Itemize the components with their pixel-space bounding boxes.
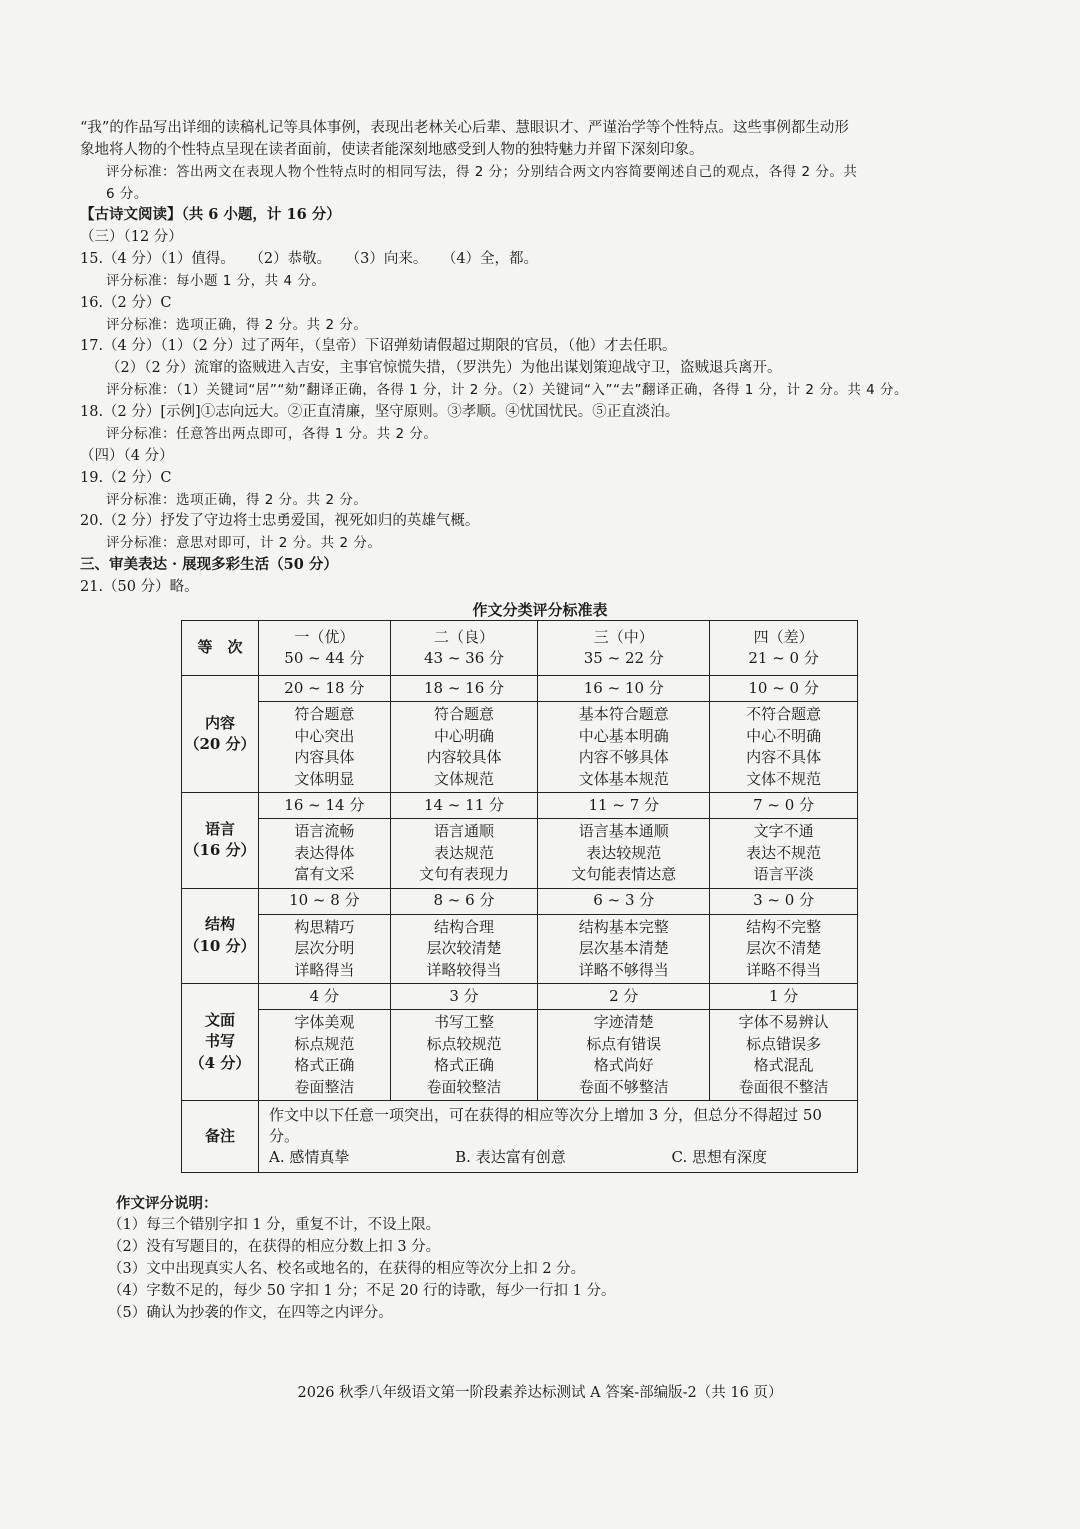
scoring-standard: 评分标准：选项正确，得 2 分。共 2 分。 <box>106 492 368 508</box>
category-label: 结构 （10 分） <box>182 888 259 984</box>
criteria-cell: 构思精巧 层次分明 详略得当 <box>259 914 391 984</box>
section-heading: 三、审美表达 · 展现多彩生活（50 分） <box>80 556 338 573</box>
category-label: 语言 （16 分） <box>182 793 259 889</box>
note-text: 作文中以下任意一项突出，可在获得的相应等次分上增加 3 分，但总分不得超过 50 分。 <box>269 1106 822 1145</box>
note-label: 备注 <box>182 1101 259 1173</box>
table-desc-row <box>182 914 858 984</box>
table-note-row <box>182 1101 858 1173</box>
answer-q21: 21.（50 分）略。 <box>80 579 199 595</box>
note-item: （5）确认为抄袭的作文，在四等之内评分。 <box>108 1305 393 1321</box>
score-range-cell: 3 分 <box>390 984 538 1010</box>
score-range-cell: 10 ~ 8 分 <box>259 888 391 914</box>
table-title: 作文分类评分标准表 <box>472 601 608 619</box>
table-range-row <box>182 984 858 1010</box>
page-footer: 2026 秋季八年级语文第一阶段素养达标测试 A 答案-部编版-2（共 16 页） <box>297 1385 783 1401</box>
criteria-cell: 语言通顺 表达规范 文句有表现力 <box>390 819 538 889</box>
scoring-standard: 评分标准：选项正确，得 2 分。共 2 分。 <box>106 317 368 333</box>
score-range-cell: 7 ~ 0 分 <box>710 793 858 819</box>
part-heading: （三）（12 分） <box>80 229 183 245</box>
answer-q17: 17.（4 分）（1）（2 分）过了两年，（皇帝）下诏弹劾请假超过期限的官员，（他）才去任职。 <box>80 338 677 354</box>
note-option: A. 感情真挚 <box>269 1148 350 1166</box>
grade-header: 三（中） 35 ~ 22 分 <box>538 621 710 676</box>
score-range-cell: 18 ~ 16 分 <box>390 676 538 702</box>
criteria-cell: 字迹清楚 标点有错误 格式尚好 卷面不够整洁 <box>538 1010 710 1101</box>
note-item: （4）字数不足的，每少 50 字扣 1 分；不足 20 行的诗歌，每少一行扣 1 分。 <box>108 1283 616 1299</box>
criteria-cell: 符合题意 中心突出 内容具体 文体明显 <box>259 702 391 793</box>
scoring-standard: 6 分。 <box>106 186 148 202</box>
score-range-cell: 16 ~ 10 分 <box>538 676 710 702</box>
grade-header: 二（良） 43 ~ 36 分 <box>390 621 538 676</box>
note-option: C. 思想有深度 <box>671 1148 767 1166</box>
notes-title: 作文评分说明： <box>116 1195 218 1212</box>
score-range-cell: 4 分 <box>259 984 391 1010</box>
note-item: （3）文中出现真实人名、校名或地名的，在获得的相应等次分上扣 2 分。 <box>108 1261 586 1277</box>
table-range-row <box>182 793 858 819</box>
answer-q18: 18.（2 分）[示例]①志向远大。②正直清廉，坚守原则。③孝顺。④忧国忧民。⑤正直淡泊。 <box>80 404 680 420</box>
text-line: 象地将人物的个性特点呈现在读者面前，使读者能深刻地感受到人物的独特魅力并留下深刻印象。 <box>80 142 704 158</box>
criteria-cell: 语言流畅 表达得体 富有文采 <box>259 819 391 889</box>
table-desc-row <box>182 819 858 889</box>
grade-header: 一（优） 50 ~ 44 分 <box>259 621 391 676</box>
category-label: 内容 （20 分） <box>182 676 259 793</box>
criteria-cell: 结构不完整 层次不清楚 详略不得当 <box>710 914 858 984</box>
score-range-cell: 6 ~ 3 分 <box>538 888 710 914</box>
grade-header: 四（差） 21 ~ 0 分 <box>710 621 858 676</box>
score-range-cell: 10 ~ 0 分 <box>710 676 858 702</box>
answer-q19: 19.（2 分）C <box>80 470 172 486</box>
table-header-row <box>182 621 858 676</box>
category-label: 文面 书写 （4 分） <box>182 984 259 1101</box>
grade-label: 等 次 <box>182 621 259 676</box>
scoring-standard: 评分标准：（1）关键词“居”“劾”翻译正确，各得 1 分，计 2 分。（2）关键词“入”“去”翻译正确，各得 1 分，计 2 分。共 4 分。 <box>106 382 908 398</box>
score-range-cell: 3 ~ 0 分 <box>710 888 858 914</box>
text-line: “我”的作品写出详细的读稿札记等具体事例，表现出老林关心后辈、慧眼识才、严谨治学等个性特点。这些事例都生动形 <box>80 120 849 136</box>
criteria-cell: 符合题意 中心明确 内容较具体 文体规范 <box>390 702 538 793</box>
criteria-cell: 文字不通 表达不规范 语言平淡 <box>710 819 858 889</box>
criteria-cell: 不符合题意 中心不明确 内容不具体 文体不规范 <box>710 702 858 793</box>
note-item: （1）每三个错别字扣 1 分，重复不计，不设上限。 <box>108 1217 441 1233</box>
table-desc-row <box>182 1010 858 1101</box>
scoring-standard: 评分标准：每小题 1 分，共 4 分。 <box>106 273 326 289</box>
scoring-standard: 评分标准：答出两文在表现人物个性特点时的相同写法，得 2 分；分别结合两文内容简要阐述自己的观点，各得 2 分。共 <box>106 164 858 180</box>
note-item: （2）没有写题目的，在获得的相应分数上扣 3 分。 <box>108 1239 441 1255</box>
criteria-cell: 语言基本通顺 表达较规范 文句能表情达意 <box>538 819 710 889</box>
score-range-cell: 20 ~ 18 分 <box>259 676 391 702</box>
criteria-cell: 字体美观 标点规范 格式正确 卷面整洁 <box>259 1010 391 1101</box>
answer-q20: 20.（2 分）抒发了守边将士忠勇爱国，视死如归的英雄气概。 <box>80 513 480 529</box>
criteria-cell: 基本符合题意 中心基本明确 内容不够具体 文体基本规范 <box>538 702 710 793</box>
score-range-cell: 11 ~ 7 分 <box>538 793 710 819</box>
answer-q15: 15.（4 分）（1）值得。 （2）恭敬。 （3）向来。 （4）全，都。 <box>80 251 539 267</box>
note-option: B. 表达富有创意 <box>455 1148 566 1166</box>
answer-q16: 16.（2 分）C <box>80 295 172 311</box>
criteria-cell: 结构基本完整 层次基本清楚 详略不够得当 <box>538 914 710 984</box>
score-range-cell: 1 分 <box>710 984 858 1010</box>
criteria-cell: 结构合理 层次较清楚 详略较得当 <box>390 914 538 984</box>
criteria-cell: 字体不易辨认 标点错误多 格式混乱 卷面很不整洁 <box>710 1010 858 1101</box>
table-desc-row <box>182 702 858 793</box>
section-heading: 【古诗文阅读】（共 6 小题，计 16 分） <box>80 206 341 223</box>
answer-q17-part2: （2）（2 分）流窜的盗贼进入吉安，主事官惊慌失措，（罗洪先）为他出谋划策迎战守卫，盗贼退兵离开。 <box>106 360 782 376</box>
note-cell <box>259 1101 858 1173</box>
grading-table <box>181 620 858 1173</box>
score-range-cell: 8 ~ 6 分 <box>390 888 538 914</box>
score-range-cell: 16 ~ 14 分 <box>259 793 391 819</box>
table-range-row <box>182 888 858 914</box>
scoring-standard: 评分标准：任意答出两点即可，各得 1 分。共 2 分。 <box>106 426 438 442</box>
part-heading: （四）（4 分） <box>80 448 174 464</box>
score-range-cell: 14 ~ 11 分 <box>390 793 538 819</box>
score-range-cell: 2 分 <box>538 984 710 1010</box>
table-range-row <box>182 676 858 702</box>
scoring-standard: 评分标准：意思对即可，计 2 分。共 2 分。 <box>106 535 382 551</box>
criteria-cell: 书写工整 标点较规范 格式正确 卷面较整洁 <box>390 1010 538 1101</box>
